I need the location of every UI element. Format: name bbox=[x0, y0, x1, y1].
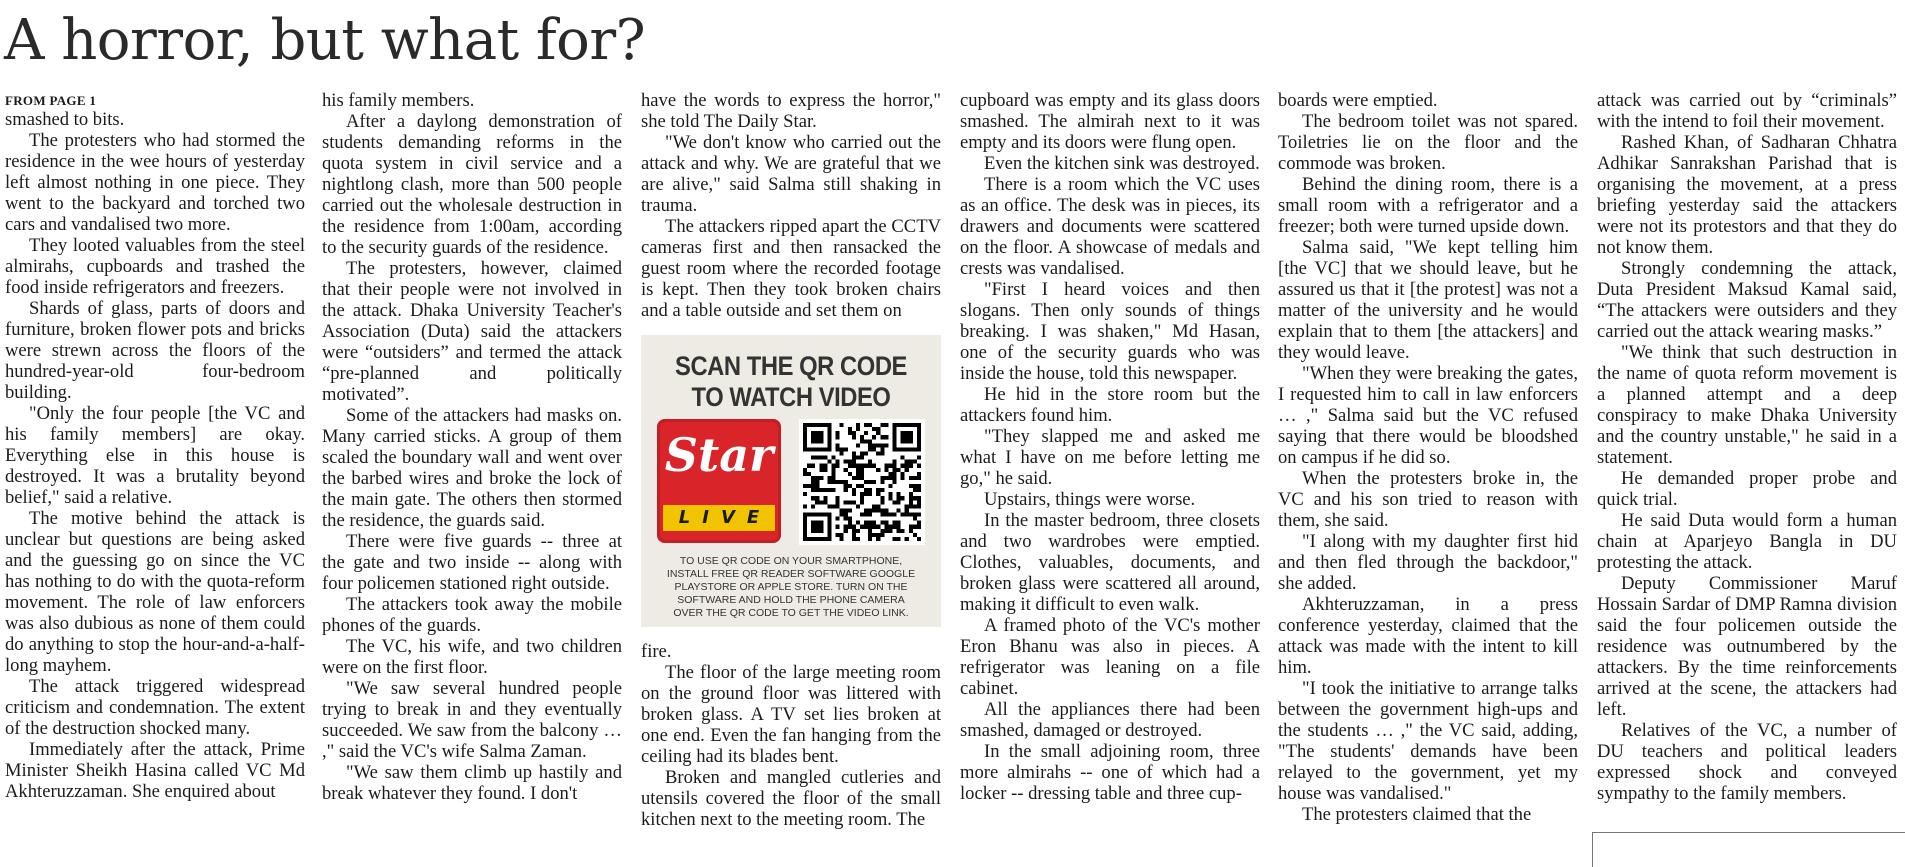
divider bbox=[1592, 832, 1905, 867]
article-column-4 bbox=[960, 90, 1260, 860]
paragraph: Strongly condemning the attack, Duta President Maksud Kamal said, “The attackers were outsiders and they carried out the attack wearing masks.” bbox=[1597, 258, 1897, 342]
paragraph: He said Duta would form a human chain at Aparjeyo Bangla in DU protesting the attack. bbox=[1597, 510, 1897, 573]
paragraph: "We think that such destruction in the name of quota reform movement is a planned attempt and a deep conspiracy to make Dhaka University and the country unstable," he said in a statement. bbox=[1597, 342, 1897, 468]
paragraph: They looted valuables from the steel almirahs, cupboards and trashed the food inside refrigerators and freezers. bbox=[5, 235, 305, 298]
paragraph: Upstairs, things were worse. bbox=[984, 489, 1196, 510]
paragraph: Some of the attackers had masks on. Many carried sticks. A group of them scaled the boundary wall and went over the barbed wires and broke the lock of the main gate. The others then stormed the residence, the guards said. bbox=[322, 405, 622, 531]
paragraph: There were five guards -- three at the gate and two inside -- along with four policemen stationed right outside. bbox=[322, 531, 622, 594]
qr-video-promo bbox=[641, 335, 941, 627]
paragraph: Rashed Khan, of Sadharan Chhatra Adhikar Sanrakshan Parishad that is organising the movement, at a press briefing yesterday said the attackers were not its protestors and that they do not know them. bbox=[1597, 132, 1897, 258]
paragraph: After a daylong demonstration of students demanding reforms in the quota system in civil service and a nightlong clash, more than 500 people carried out the wholesale destruction in the residence from 1:00am, according to the security guards of the residence. bbox=[322, 111, 622, 258]
paragraph: The bedroom toilet was not spared. Toiletries lie on the floor and the commode was broken. bbox=[1278, 111, 1578, 174]
paragraph: The attack triggered widespread criticism and condemnation. The extent of the destruction shocked many. bbox=[5, 676, 305, 739]
paragraph: The attackers ripped apart the CCTV cameras first and then ransacked the guest room where the recorded footage is kept. Then they took broken chairs and a table outside and set them on bbox=[641, 216, 941, 321]
paragraph: "First I heard voices and then slogans. Then only sounds of things breaking. I was shaken," Md Hasan, one of the security guards who was inside the house, told this newspaper. bbox=[960, 279, 1260, 384]
paragraph: In the master bedroom, three closets and two wardrobes were emptied. Clothes, valuables, documents, and broken glass were scattered all around, making it difficult to even walk. bbox=[960, 510, 1260, 615]
paragraph: "We saw them climb up hastily and break whatever they found. I don't bbox=[322, 762, 622, 804]
paragraph: boards were emptied. bbox=[1278, 90, 1438, 111]
paragraph: Relatives of the VC, a number of DU teachers and political leaders expressed shock and conveyed sympathy to the family members. bbox=[1597, 720, 1897, 804]
qr-code-icon[interactable] bbox=[799, 419, 925, 545]
paragraph: The attackers took away the mobile phones of the guards. bbox=[322, 594, 622, 636]
paragraph: In the small adjoining room, three more almirahs -- one of which had a locker -- dressing table and three cup- bbox=[960, 741, 1260, 804]
paragraph: smashed to bits. bbox=[5, 109, 125, 130]
paragraph: Immediately after the attack, Prime Minister Sheikh Hasina called VC Md Akhteruzzaman. She enquired about bbox=[5, 739, 305, 802]
promo-title-line: TO WATCH VIDEO bbox=[691, 382, 891, 412]
paragraph: "Only the four people [the VC and his family members] are okay. Everything else in this house is destroyed. It was a brutality beyond belief," said a relative. bbox=[5, 403, 305, 508]
logo-live-bar: LIVE bbox=[663, 505, 775, 531]
article-column-6 bbox=[1597, 90, 1897, 860]
paragraph: When the protesters broke in, the VC and his son tried to reason with them, she said. bbox=[1278, 468, 1578, 531]
paragraph: The protesters claimed that the bbox=[1302, 804, 1532, 825]
paragraph: A framed photo of the VC's mother Eron Bhanu was also in pieces. A refrigerator was leaning on a file cabinet. bbox=[960, 615, 1260, 699]
paragraph: attack was carried out by “criminals” with the intend to foil their movement. bbox=[1597, 90, 1897, 132]
paragraph: Broken and mangled cutleries and utensils covered the floor of the small kitchen next to the meeting room. The bbox=[641, 767, 941, 830]
paragraph: his family members. bbox=[322, 90, 475, 111]
paragraph: Akhteruzzaman, in a press conference yesterday, claimed that the attack was made with the intent to kill him. bbox=[1278, 594, 1578, 678]
kicker: FROM PAGE 1 bbox=[5, 93, 97, 108]
paragraph: cupboard was empty and its glass doors smashed. The almirah next to it was empty and its doors were flung open. bbox=[960, 90, 1260, 153]
paragraph: "They slapped me and asked me what I have on me before letting me go," he said. bbox=[960, 426, 1260, 489]
paragraph: The protesters who had stormed the residence in the wee hours of yesterday left almost nothing in one piece. They went to the backyard and torched two cars and vandalised two more. bbox=[5, 130, 305, 235]
paragraph: "I along with my daughter first hid and then fled through the backdoor," she added. bbox=[1278, 531, 1578, 594]
promo-instructions: TO USE QR CODE ON YOUR SMARTPHONE, INSTALL FREE QR READER SOFTWARE GOOGLE PLAYSTORE OR APPLE STORE. TURN ON THE SOFTWARE AND HOLD THE PHONE CAMERA OVER THE QR CODE TO GET THE VIDEO LINK. bbox=[666, 555, 916, 619]
paragraph: have the words to express the horror," she told The Daily Star. bbox=[641, 90, 941, 132]
star-live-logo bbox=[657, 419, 781, 543]
article-column-2 bbox=[322, 90, 622, 860]
promo-title bbox=[659, 335, 923, 413]
paragraph: "When they were breaking the gates, I requested him to call in law enforcers … ," Salma said but the VC refused saying that there would be bloodshed on campus if he did so. bbox=[1278, 363, 1578, 468]
paragraph: The motive behind the attack is unclear but questions are being asked and the guessing go on since the VC has nothing to do with the quota-reform movement. The role of law enforcers was also dubious as none of them could do anything to stop the hour-and-a-half-long mayhem. bbox=[5, 508, 305, 676]
paragraph: fire. bbox=[641, 641, 672, 662]
paragraph: He hid in the store room but the attackers found him. bbox=[960, 384, 1260, 426]
paragraph: "We don't know who carried out the attack and why. We are grateful that we are alive," said Salma still shaking in trauma. bbox=[641, 132, 941, 216]
paragraph: "We saw several hundred people trying to break in and they eventually succeeded. We saw from the balcony … ," said the VC's wife Salma Zaman. bbox=[322, 678, 622, 762]
paragraph: Deputy Commissioner Maruf Hossain Sardar of DMP Ramna division said the four policemen outside the residence was outnumbered by the attackers. By the time reinforcements arrived at the scene, the attackers had left. bbox=[1597, 573, 1897, 720]
paragraph: Even the kitchen sink was destroyed. bbox=[984, 153, 1260, 174]
logo-word: Star bbox=[664, 428, 774, 482]
paragraph: The floor of the large meeting room on the ground floor was littered with broken glass. A TV set lies broken at one end. Even the fan hanging from the ceiling had its blades bent. bbox=[641, 662, 941, 767]
paragraph: The VC, his wife, and two children were on the first floor. bbox=[322, 636, 622, 678]
paragraph: "I took the initiative to arrange talks between the government high-ups and the students … ," the VC said, adding, "The students' demands have been relayed to the government, yet my house was vandalised." bbox=[1278, 678, 1578, 804]
paragraph: Salma said, "We kept telling him [the VC] that we should leave, but he assured us that it [the protest] was not a matter of the university and he would explain that to them [the attackers] and they would leave. bbox=[1278, 237, 1578, 363]
paragraph: There is a room which the VC uses as an office. The desk was in pieces, its drawers and documents were scattered on the floor. A showcase of medals and crests was vandalised. bbox=[960, 174, 1260, 279]
paragraph: Shards of glass, parts of doors and furniture, broken flower pots and bricks were strewn across the floors of the hundred-year-old four-bedroom building. bbox=[5, 298, 305, 403]
promo-title-line: SCAN THE QR CODE bbox=[675, 351, 907, 381]
paragraph: Behind the dining room, there is a small room with a refrigerator and a freezer; both were turned upside down. bbox=[1278, 174, 1578, 237]
paragraph: The protesters, however, claimed that their people were not involved in the attack. Dhaka University Teacher's Association (Duta) said the attackers were “outsiders” and termed the attack “pre-planned and politically motivated”. bbox=[322, 258, 622, 405]
paragraph: All the appliances there had been smashed, damaged or destroyed. bbox=[960, 699, 1260, 741]
paragraph: He demanded proper probe and quick trial. bbox=[1597, 468, 1897, 510]
headline: A horror, but what for? bbox=[4, 8, 646, 73]
article-column-5 bbox=[1278, 90, 1578, 860]
article-column-1 bbox=[5, 90, 305, 860]
article-column-3 bbox=[641, 90, 941, 860]
